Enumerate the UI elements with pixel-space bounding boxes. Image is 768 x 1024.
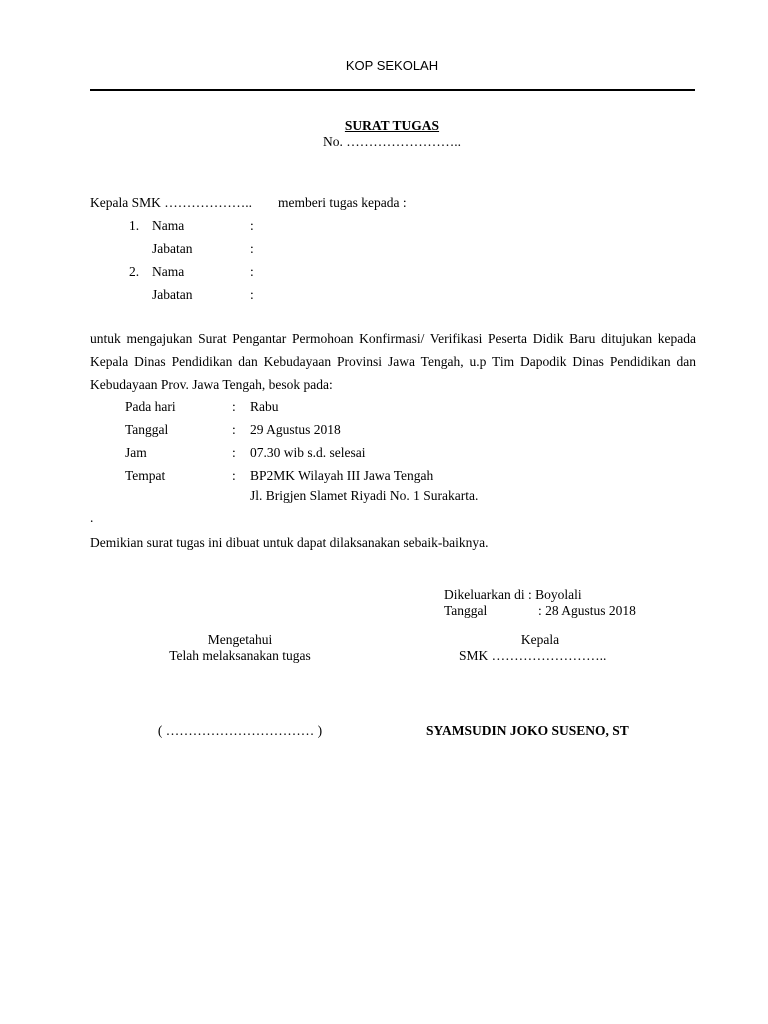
- intro-left: Kepala SMK ………………..: [90, 195, 252, 210]
- left-sign-subheading: Telah melaksanakan tugas: [169, 648, 311, 663]
- issued-date-value: : 28 Agustus 2018: [538, 603, 636, 618]
- assignee-position-colon: :: [250, 241, 254, 256]
- schedule-colon: :: [232, 468, 236, 483]
- letterhead-divider: [90, 89, 695, 91]
- assignee-position-label: Jabatan: [152, 241, 193, 256]
- assignee-name-label: Nama: [152, 218, 185, 233]
- right-sign-heading: Kepala: [520, 632, 560, 647]
- left-sign-name: ( …………………………… ): [157, 723, 323, 738]
- right-sign-subheading: SMK ……………………..: [459, 648, 607, 663]
- letterhead-title: KOP SEKOLAH: [345, 58, 439, 73]
- assignee-name-colon: :: [250, 264, 254, 279]
- schedule-colon: :: [232, 399, 236, 414]
- assignee-position-label: Jabatan: [152, 287, 193, 302]
- schedule-label: Tempat: [125, 468, 166, 483]
- assignee-name-colon: :: [250, 218, 254, 233]
- schedule-colon: :: [232, 445, 236, 460]
- issued-place: Dikeluarkan di : Boyolali: [444, 587, 582, 602]
- intro-right: memberi tugas kepada :: [278, 195, 407, 210]
- schedule-value: 07.30 wib s.d. selesai: [250, 445, 366, 460]
- schedule-value: BP2MK Wilayah III Jawa Tengah: [250, 468, 434, 483]
- assignee-number: 2.: [129, 264, 140, 279]
- stray-dot: .: [90, 510, 94, 525]
- right-sign-name: SYAMSUDIN JOKO SUSENO, ST: [426, 723, 629, 738]
- schedule-colon: :: [232, 422, 236, 437]
- assignee-position-colon: :: [250, 287, 254, 302]
- schedule-value: 29 Agustus 2018: [250, 422, 341, 437]
- closing-sentence: Demikian surat tugas ini dibuat untuk dapat dilaksanakan sebaik-baiknya.: [90, 535, 489, 550]
- schedule-label: Pada hari: [125, 399, 176, 414]
- purpose-paragraph: untuk mengajukan Surat Pengantar Permohoan Konfirmasi/ Verifikasi Peserta Didik Baru ditujukan kepada Kepala Dinas Pendidikan dan Kebudayaan Provinsi Jawa Tengah, u.p Tim Dapodik Dinas Pendidikan dan Kebudayaan Prov. Jawa Tengah, besok pada:: [90, 331, 696, 392]
- issued-date-label: Tanggal: [444, 603, 488, 618]
- document-number: No. ……………………..: [323, 134, 461, 149]
- schedule-value: Rabu: [250, 399, 279, 414]
- left-sign-heading: Mengetahui: [207, 632, 273, 647]
- venue-address: Jl. Brigjen Slamet Riyadi No. 1 Surakarta.: [250, 488, 479, 503]
- schedule-label: Jam: [125, 445, 147, 460]
- assignee-name-label: Nama: [152, 264, 185, 279]
- assignee-number: 1.: [129, 218, 140, 233]
- schedule-label: Tanggal: [125, 422, 169, 437]
- document-title: SURAT TUGAS: [344, 118, 440, 133]
